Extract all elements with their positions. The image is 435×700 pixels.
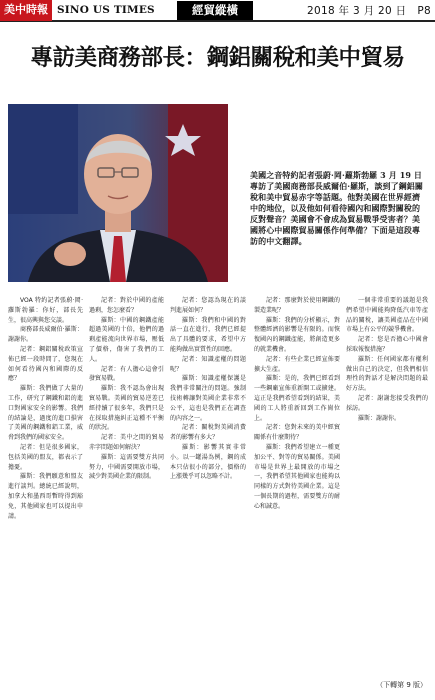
paragraph: 商務部長威爾伯·羅斯：謝謝你。 [8,326,83,344]
paragraph: 記者：關稅對美國消費者的影響有多大？ [170,424,246,442]
paragraph: 羅斯：任何國家都有權利做出自己的決定，但我們相信理性的對話才是解決問題的最好方法。 [346,355,428,393]
portrait-illustration [8,104,228,282]
paragraph: 一個非常重要的議題是我們希望中國能夠降低汽車等產品的關稅，讓美國產品在中國市場上有公平的競爭機會。 [346,297,428,334]
paragraph: VOA 特約記者張蔚·岡·蘿斯勃羅：你好，部長先生，很高興與您交談。 [8,297,83,324]
paragraph: 記者：但是很多國家，包括美國的盟友，都表示了擔憂。 [8,443,83,471]
paragraph: 記者：有些企業已經宣佈要擴大生產。 [254,355,340,373]
paragraph: 羅斯：我們希望建立一種更加公平、對等的貿易關係。美國市場是世界上最開放的市場之一，我們希望其他國家也能夠以同樣的方式對待美國企業。這是一個長期的過程，需要雙方的耐心和誠意。 [254,443,340,510]
paragraph: 羅斯：是的，我們已經看到一些鋼廠宣佈重新開工或擴建。這正是我們希望看到的結果，美國的工人將重新回到工作崗位上。 [254,375,340,422]
paragraph: 記者：知識產權的問題呢？ [170,355,246,373]
paragraph: 記者：美中之間的貿易赤字問題如何解決？ [89,434,164,451]
article-column-2 [89,296,164,674]
paragraph: 記者：對於中國的產能過剩，您怎麼看？ [89,297,164,314]
paragraph: 羅斯：我們的分析顯示，對整體經濟的影響是有限的。而恢復國內的鋼鐵產能，將創造更多的就業機會。 [254,316,340,353]
paragraph: 羅斯：謝謝你。 [358,414,401,422]
paragraph: 羅斯：我不認為會出現貿易戰。美國的貿易逆差已經持續了很多年，我們只是在採取措施糾正這種不平衡的狀況。 [89,385,164,432]
article-column-4 [254,296,340,674]
brand [0,0,155,21]
article-column-3 [170,296,246,674]
paragraph: 羅斯：影響其實非常小。以一罐湯為例，鋼的成本只佔很小的部分，價格的上漲幾乎可以忽略不計。 [170,443,246,481]
section-label: 經貿縱橫 [177,1,253,20]
paragraph: 記者：有人擔心這會引發貿易戰。 [89,365,164,383]
photo-caption: 美國之音特約記者張蔚·岡·蘿斯勃羅 3 月 19 日專訪了美國商務部長威爾伯·羅斯，談到了鋼鋁關稅和美中貿易赤字等話題。他對美國在世界經濟中的地位，以及他如何看待國內和國際對關稅的反對聲音？美國會不會成為貿易戰爭受害者？美國將心中國際貿易關係作何準備？下面是這段專訪的中文翻譯。 [250,170,423,246]
page-number: P8 [417,4,431,17]
paragraph: 記者：您是否擔心中國會採取報復措施？ [346,336,428,353]
paragraph: 記者：鋼鋁關稅政策宣佈已經一段時間了，您現在如何看待國內和國際的反應？ [8,345,83,383]
article-photo [8,104,228,282]
paragraph: 記者：您對未來的美中經貿關係有什麼期待？ [254,424,340,442]
paragraph: 羅斯：我們願意和盟友進行談判。總統已經說明，加拿大和墨西哥暫時得到豁免，其他國家也可以提出申請。 [8,473,83,520]
paragraph: 羅斯：這需要雙方共同努力，中國需要開放市場，減少對美國企業的限制。 [89,453,164,481]
paragraph: 記者：您認為現在的談判進展如何？ [170,297,246,314]
article-column-5 [346,296,428,674]
paragraph: 記者：那麼對於使用鋼鐵的製造業呢？ [254,297,340,314]
headline: 專訪美商務部長：鋼鋁關稅和美中貿易 [30,45,405,71]
publication-info [307,3,435,18]
continued-notice: （下轉第 9 版） [376,681,427,689]
brand-name-chinese: 美中時報 [0,0,52,21]
brand-name-english: SINO US TIMES [57,4,155,16]
paragraph: 羅斯：中國的鋼鐵產能超過美國的十倍，他們的過剩產能流向世界市場，壓低了價格，傷害了我們的工人。 [89,316,164,363]
paragraph: 羅斯：我們和中國的對話一直在進行，我們已經提出了具體的要求，希望中方能夠做出實質性的回應。 [170,316,246,353]
paragraph: 羅斯：我們做了大量的工作，研究了鋼鐵和鋁的進口對國家安全的影響。我們的結論是，過度的進口損害了美國的鋼鐵和鋁工業，威脅到我們的國家安全。 [8,385,83,442]
issue-date: 2018 年 3 月 20 日 [307,4,407,17]
paragraph: 記者：謝謝您接受我們的採訪。 [346,394,428,412]
paragraph: 羅斯：知識產權保護是我們非常關注的問題。強制技術轉讓對美國企業非常不公平，這也是我們正在調查的內容之一。 [170,375,246,422]
article-column-1 [8,296,83,674]
